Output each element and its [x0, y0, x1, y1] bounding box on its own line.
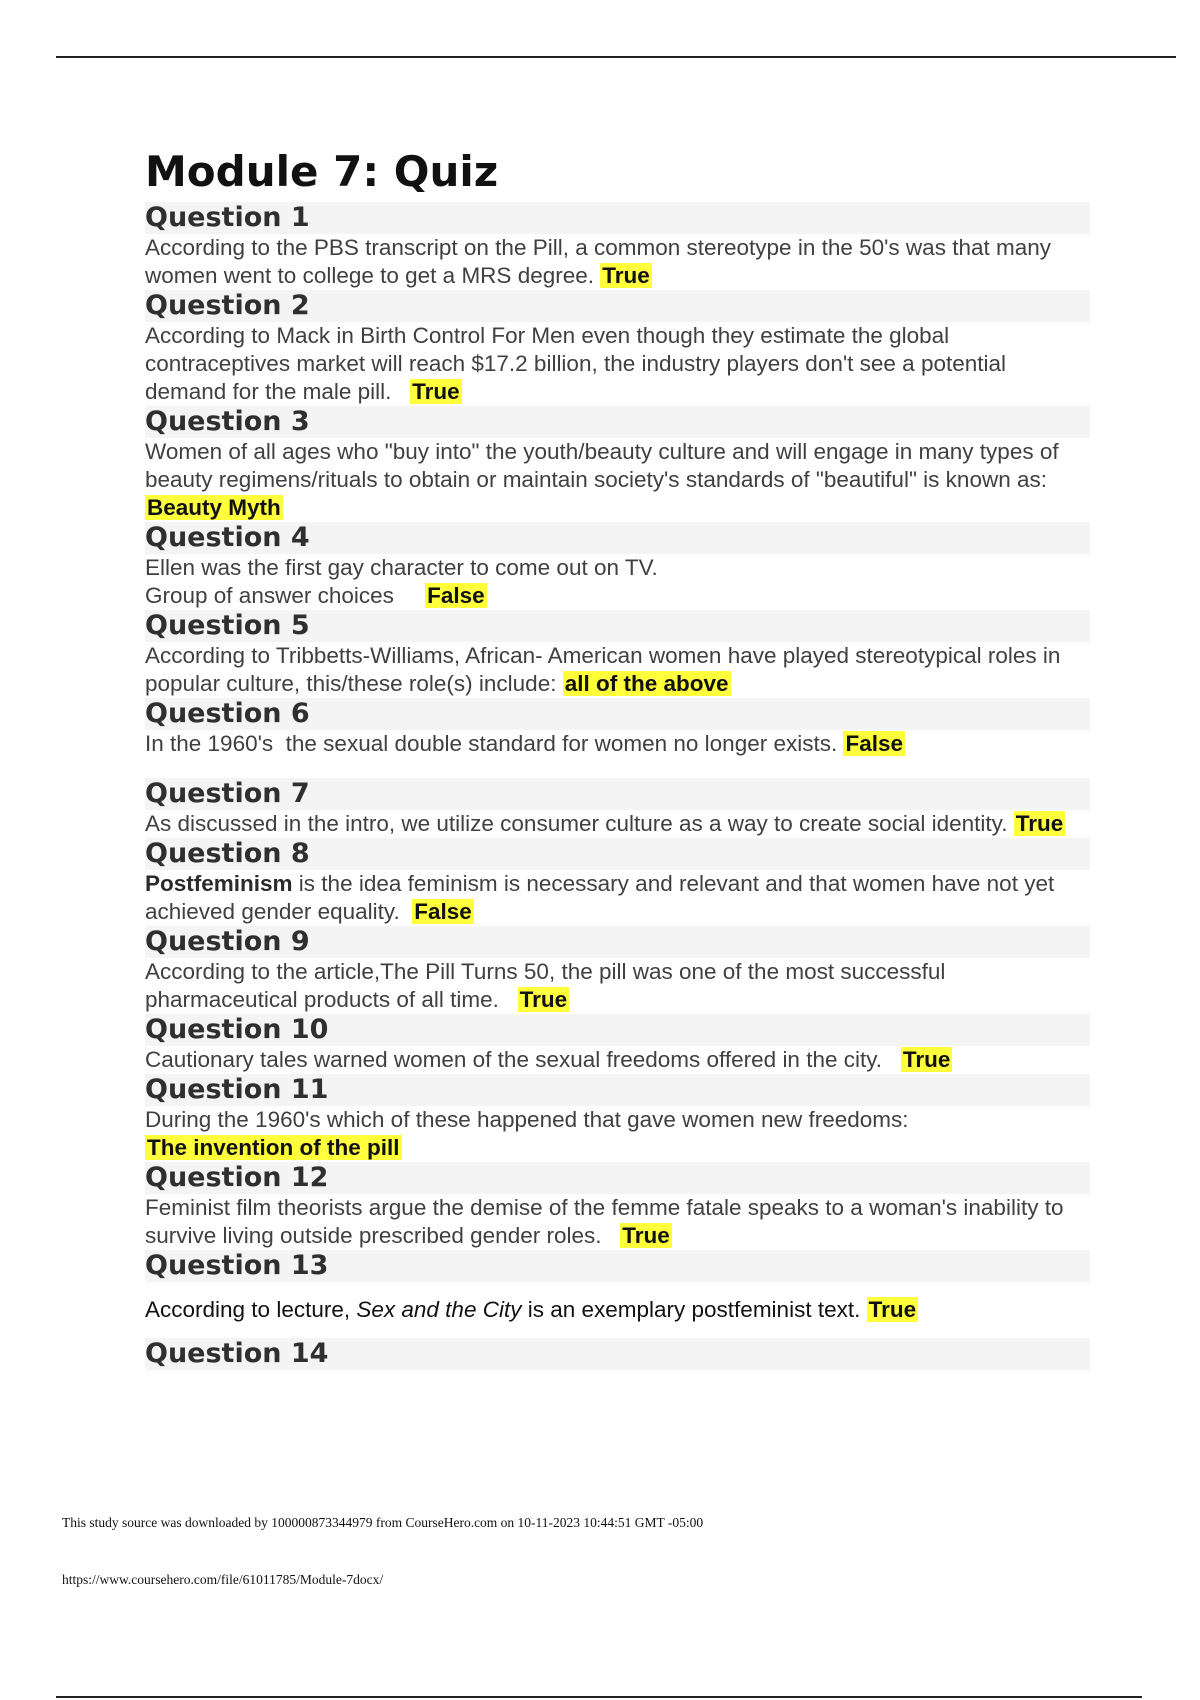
- question-5-label: Question 5: [145, 610, 1090, 642]
- bold-term: Postfeminism: [145, 871, 293, 896]
- answer-highlight: The invention of the pill: [147, 1135, 400, 1160]
- question-9-text: [145, 958, 1090, 1014]
- question-12-label: Question 12: [145, 1162, 1090, 1194]
- question-9-label: Question 9: [145, 926, 1090, 958]
- question-11-label: Question 11: [145, 1074, 1090, 1106]
- question-2: [145, 290, 1090, 406]
- answer-highlight: True: [1015, 811, 1064, 836]
- question-7-label: Question 7: [145, 778, 1090, 810]
- question-10-label: Question 10: [145, 1014, 1090, 1046]
- spacer: [145, 758, 1090, 778]
- question-7: [145, 778, 1090, 838]
- answer-highlight: True: [902, 1047, 951, 1072]
- italic-title: Sex and the City: [356, 1297, 522, 1322]
- question-6: [145, 698, 1090, 758]
- question-text: According to Tribbetts-Williams, African- American women have played stereotypical roles in popular culture, this/these role(s) include:: [145, 643, 1061, 696]
- question-8-text: [145, 870, 1090, 926]
- question-1-text: [145, 234, 1090, 290]
- question-5: [145, 610, 1090, 698]
- question-4-text: Ellen was the first gay character to come out on TV.: [145, 555, 658, 580]
- answer-highlight: True: [412, 379, 460, 404]
- bottom-rule: [56, 1696, 1142, 1698]
- answer-highlight: True: [868, 1297, 917, 1322]
- question-text: According to the article,The Pill Turns 50, the pill was one of the most successful pharmaceutical products of all time.: [145, 959, 946, 1012]
- top-rule: [56, 56, 1176, 58]
- answer-highlight: True: [519, 987, 568, 1012]
- question-12-text: [145, 1194, 1090, 1250]
- quiz-content: [145, 142, 1090, 1370]
- question-6-label: Question 6: [145, 698, 1090, 730]
- question-8: [145, 838, 1090, 926]
- question-2-text: [145, 322, 1090, 406]
- page-title: Module 7: Quiz: [145, 147, 499, 196]
- question-5-text: [145, 642, 1090, 698]
- answer-highlight: False: [845, 731, 904, 756]
- question-text: According to the PBS transcript on the Pill, a common stereotype in the 50's was that many women went to college to get a MRS degree.: [145, 235, 1051, 288]
- question-3-label: Question 3: [145, 406, 1090, 438]
- answer-highlight: Beauty Myth: [147, 495, 281, 520]
- question-text: According to Mack in Birth Control For Men even though they estimate the global contraceptives market will reach $17.2 billion, the industry players don't see a potential demand for the male pill.: [145, 323, 1007, 404]
- question-13-label: Question 13: [145, 1250, 1090, 1282]
- download-notice: This study source was downloaded by 100000873344979 from CourseHero.com on 10-11-2023 10:44:51 GMT -05:00: [62, 1515, 704, 1530]
- answer-highlight: False: [427, 583, 485, 608]
- question-text: As discussed in the intro, we utilize consumer culture as a way to create social identity.: [145, 811, 1014, 836]
- question-text-after: is an exemplary postfeminist text.: [521, 1297, 867, 1322]
- question-8-label: Question 8: [145, 838, 1090, 870]
- question-2-label: Question 2: [145, 290, 1090, 322]
- question-11-answer: [145, 1134, 1090, 1162]
- question-text: is the idea feminism is necessary and relevant and that women have not yet achieved gender equality.: [145, 871, 1055, 924]
- answer-highlight: True: [622, 1223, 670, 1248]
- question-7-text: [145, 810, 1090, 838]
- answer-choices-label: Group of answer choices: [145, 583, 426, 608]
- question-11: [145, 1074, 1090, 1162]
- question-text: Feminist film theorists argue the demise of the femme fatale speaks to a woman's inability to survive living outside prescribed gender roles.: [145, 1195, 1064, 1248]
- answer-highlight: all of the above: [564, 671, 729, 696]
- question-1: [145, 202, 1090, 290]
- question-14: [145, 1338, 1090, 1370]
- question-10: [145, 1014, 1090, 1074]
- question-3: [145, 406, 1090, 522]
- source-url: https://www.coursehero.com/file/61011785/Module-7docx/: [62, 1572, 384, 1587]
- question-9: [145, 926, 1090, 1014]
- question-text: In the 1960's the sexual double standard for women no longer exists.: [145, 731, 844, 756]
- question-4: [145, 522, 1090, 610]
- answer-highlight: True: [602, 263, 650, 288]
- question-13: [145, 1250, 1090, 1324]
- question-4-choices: [145, 582, 1090, 610]
- question-text: Women of all ages who "buy into" the youth/beauty culture and will engage in many types of beauty regimens/rituals to obtain or maintain society's standards of "beautiful" is known as:: [145, 439, 1059, 492]
- question-text: According to lecture,: [145, 1297, 357, 1322]
- question-6-text: [145, 730, 1090, 758]
- answer-highlight: False: [414, 899, 472, 924]
- question-14-label: Question 14: [145, 1338, 1090, 1370]
- question-3-text: [145, 438, 1090, 522]
- question-11-text: During the 1960's which of these happened that gave women new freedoms:: [145, 1107, 909, 1132]
- question-1-label: Question 1: [145, 202, 1090, 234]
- question-10-text: [145, 1046, 1090, 1074]
- question-12: [145, 1162, 1090, 1250]
- question-13-text: [145, 1296, 1090, 1324]
- question-4-label: Question 4: [145, 522, 1090, 554]
- question-text: Cautionary tales warned women of the sexual freedoms offered in the city.: [145, 1047, 901, 1072]
